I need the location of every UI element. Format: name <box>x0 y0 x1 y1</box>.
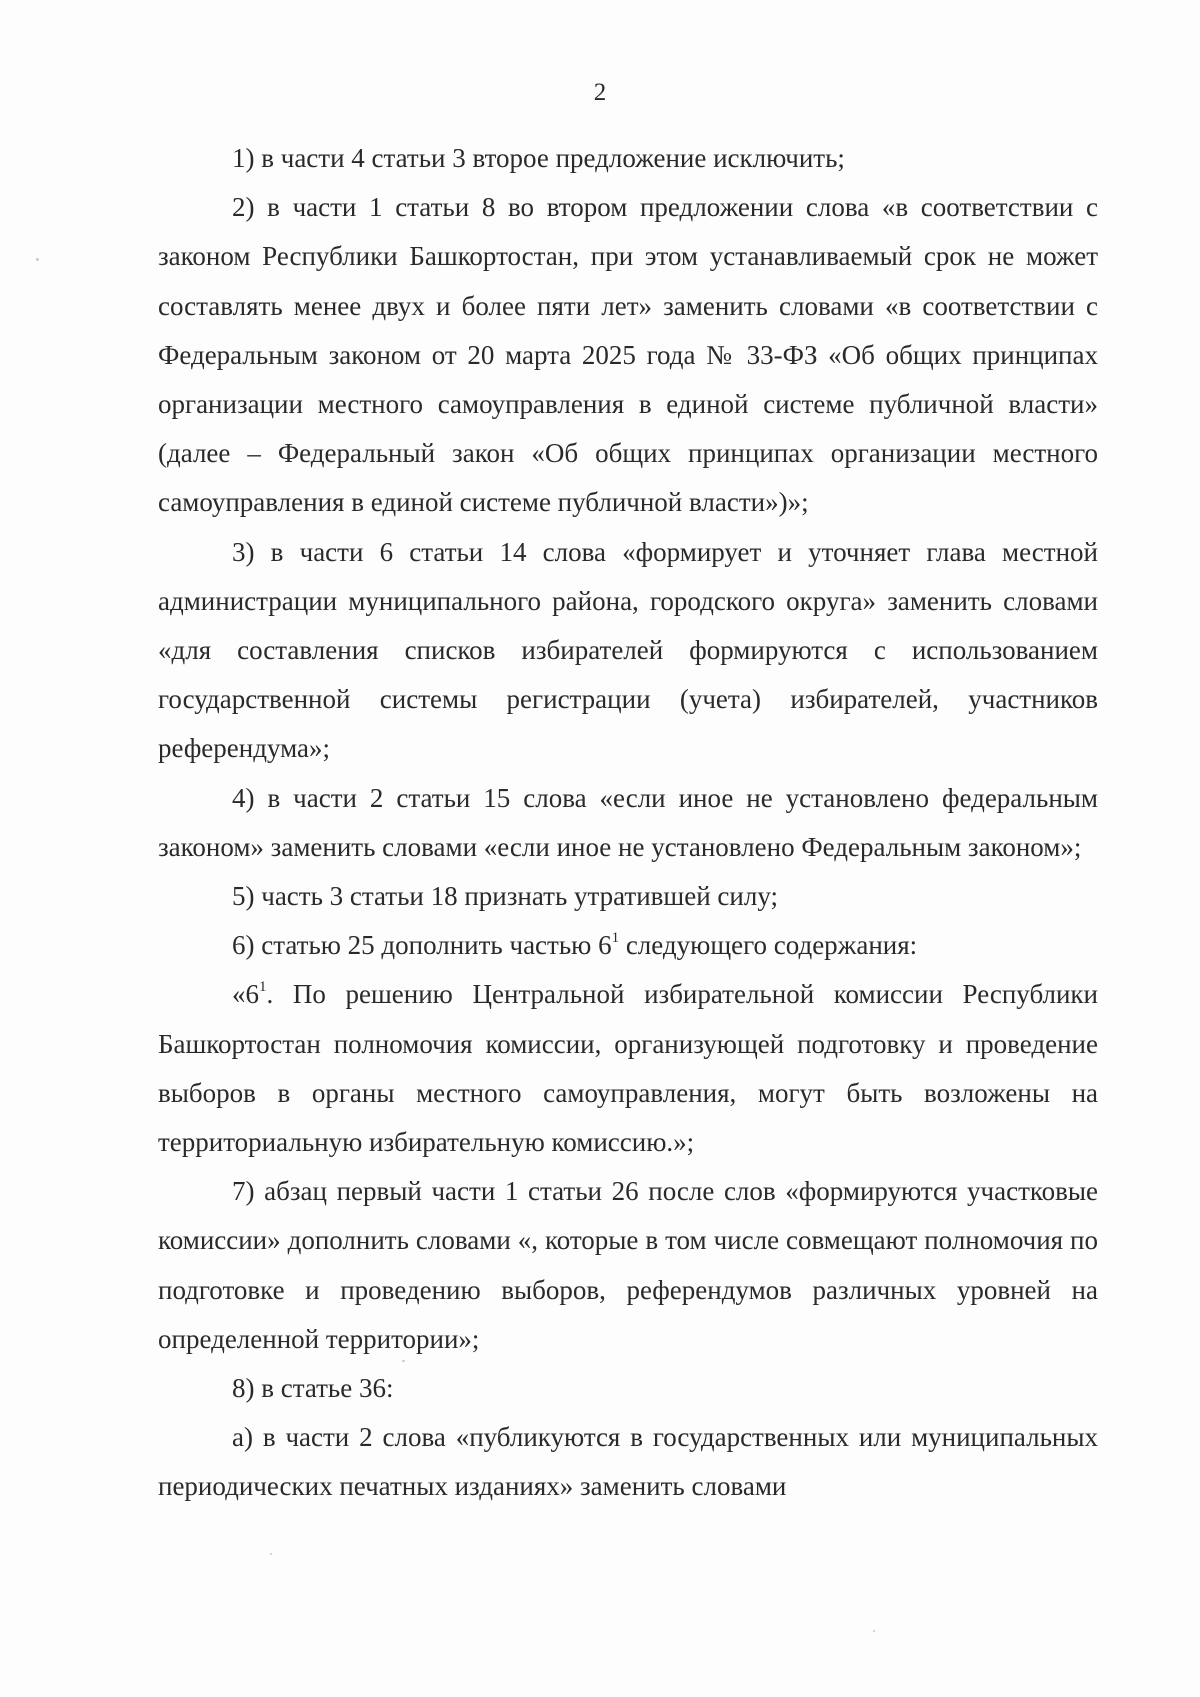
superscript-marker: 1 <box>611 930 620 947</box>
paragraph-item-3: 3) в части 6 статьи 14 слова «формирует и уточняет глава местной администрации муниципального района, городского округа» заменить словами «для составления списков избирателей формируются с использованием государственной системы регистрации (учета) избирателей, участников референдума»; <box>158 536 1098 764</box>
paragraph-item-9: 8) в статье 36: <box>232 1373 394 1404</box>
paragraph-item-8: 7) абзац первый части 1 статьи 26 после слов «формируются участковые комиссии» дополнить словами «, которые в том числе совмещают полномочия по подготовке и проведению выборов, референдумов различных уровней на определенной территории»; <box>158 1176 1098 1354</box>
paragraph-item-7 <box>158 970 1098 1167</box>
superscript-marker: 1 <box>259 979 267 996</box>
paragraph-item-4: 4) в части 2 статьи 15 слова «если иное не установлено федеральным законом» заменить словами «если иное не установлено Федеральным законом»; <box>158 782 1098 862</box>
paragraph-7-text-end: . По решению Центральной избирательной комиссии Республики Башкортостан полномочия комиссии, организующей подготовку и проведение выборов в органы местного самоуправления, могут быть возложены на территориальную избирательную комиссию.»; <box>158 979 1098 1158</box>
paragraph-7-text-start: «6 <box>232 979 259 1010</box>
page-number: 2 <box>593 79 607 106</box>
scan-speck <box>402 1360 405 1362</box>
paragraph-item-1: 1) в части 4 статьи 3 второе предложение исключить; <box>232 143 845 173</box>
document-body <box>158 134 1098 1512</box>
paragraph-item-6 <box>158 921 1098 970</box>
paragraph-6-text-start: 6) статью 25 дополнить частью 6 <box>232 930 612 961</box>
paragraph-6-text-end: следующего содержания: <box>619 930 918 961</box>
paragraph-item-5: 5) часть 3 статьи 18 признать утратившей силу; <box>232 881 778 912</box>
scan-speck <box>270 1553 272 1555</box>
scan-speck <box>873 1630 875 1632</box>
paragraph-item-2: 2) в части 1 статьи 8 во втором предложении слова «в соответствии с законом Республики Башкортостан, при этом устанавливаемый срок не может составлять менее двух и более пяти лет» заменить словами «в соответствии с Федеральным законом от 20 марта 2025 года № 33-ФЗ «Об общих принципах организации местного самоуправления в единой системе публичной власти» (далее – Федеральный закон «Об общих принципах организации местного самоуправления в единой системе публичной власти»)»; <box>158 192 1098 518</box>
paragraph-item-10: а) в части 2 слова «публикуются в государственных или муниципальных периодических печатных изданиях» заменить словами <box>158 1422 1098 1502</box>
scan-speck <box>36 258 39 261</box>
